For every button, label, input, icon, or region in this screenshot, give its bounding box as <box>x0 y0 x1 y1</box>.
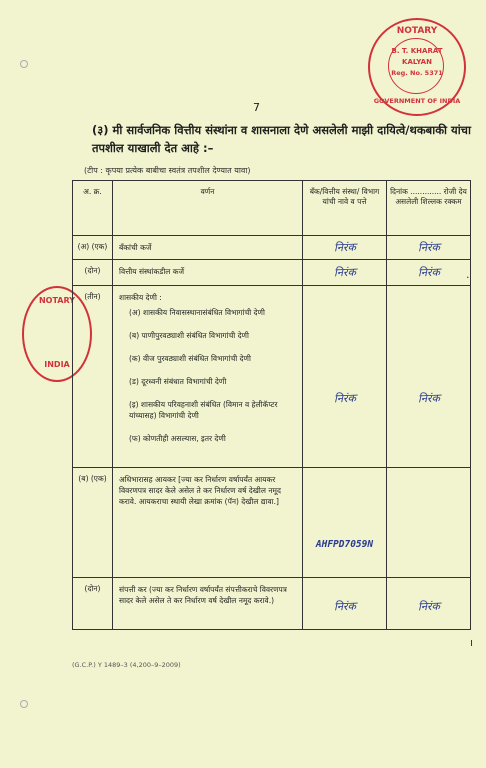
notary-stamp-main <box>368 18 466 116</box>
stamp-line: KALYAN <box>402 58 432 66</box>
row-amount-cell <box>387 578 471 630</box>
stamp-line: GOVERNMENT OF INDIA <box>373 97 461 105</box>
row-institution-cell <box>303 578 387 630</box>
row-institution-cell <box>303 236 387 260</box>
sub-item: (अ) शासकीय निवासस्थानासंबंधित विभागांची देणी <box>129 308 265 317</box>
row-sr: (दोन) <box>73 260 113 286</box>
liabilities-table <box>72 180 471 630</box>
sub-item: (इ) शासकीय परिवहनाशी संबंधित (विमान व हेलीकॅप्टर यांच्यासह) विभागांची देणी <box>129 400 278 420</box>
section-heading: (३) मी सार्वजनिक वित्तीय संस्थांना व शासनाला देणे असलेली माझी दायित्वे/थकबाकी यांचा तपशील याखाली देत आहे :– <box>92 123 471 155</box>
row-amount-cell <box>387 236 471 260</box>
punch-hole <box>20 60 28 68</box>
handwritten-entry: निरंक <box>333 265 356 280</box>
margin-mark: ı <box>470 636 474 649</box>
row-sr: (ब) (एक) <box>73 468 113 578</box>
stamp-line: NOTARY <box>38 296 76 305</box>
row-sr: (तीन) <box>73 286 113 468</box>
row-description: अधिभारासह आयकर [ज्या कर निर्धारण वर्षापर्यंत आयकर विवरणपत्र सादर केले असेल ते कर निर्धारण वर्ष देखील नमूद करावे. आयकराचा स्थायी लेखा क्रमांक (पॅन) देखील द्यावा.] <box>113 468 303 578</box>
column-header-description: वर्णन <box>113 181 303 236</box>
page-number: 7 <box>253 101 260 114</box>
stamp-line: NOTARY <box>396 26 438 36</box>
row-description: बँकांची कर्जे <box>113 236 303 260</box>
row-description: संपत्ती कर (ज्या कर निर्धारण वर्षापर्यंत संपत्तीकराचे विवरणपत्र सादर केले असेल ते कर निर्धारण वर्ष देखील नमूद करावे.) <box>113 578 303 630</box>
table-row <box>73 236 471 260</box>
handwritten-entry: निरंक <box>333 391 356 406</box>
table-row <box>73 286 471 468</box>
row-description-cell <box>113 286 303 468</box>
sub-item: (ब) पाणीपुरवठ्याशी संबंधित विभागांची देणी <box>129 331 249 340</box>
sub-item: (ड) दूरध्वनी संबंधात विभागांची देणी <box>129 377 227 386</box>
handwritten-entry: निरंक <box>333 240 356 255</box>
handwritten-entry: निरंक <box>417 599 440 614</box>
handwritten-entry: निरंक <box>333 599 356 614</box>
row-amount-cell <box>387 286 471 468</box>
stamp-line: INDIA <box>44 360 70 369</box>
row-sr: (अ) (एक) <box>73 236 113 260</box>
row-institution-cell <box>303 260 387 286</box>
pan-number-handwritten: AHFPD7059N <box>315 539 374 550</box>
print-footer: (G.C.P.) Y 1489–3 (4,200–9–2009) <box>72 661 181 669</box>
stamp-line: Reg. No. 5371 <box>391 69 443 77</box>
handwritten-entry: निरंक <box>417 391 440 406</box>
table-header-row <box>73 181 471 236</box>
row-description: वित्तीय संस्थांकडील कर्जे <box>113 260 303 286</box>
row-sr: (दोन) <box>73 578 113 630</box>
stamp-line: B. T. KHARAT <box>391 47 443 55</box>
column-header-sr: अ. क्र. <box>73 181 113 236</box>
table-row <box>73 578 471 630</box>
handwritten-entry: निरंक <box>417 240 440 255</box>
table-row <box>73 468 471 578</box>
sub-item: (क) वीज पुरवठ्याशी संबंधित विभागांची देणी <box>129 354 251 363</box>
sub-item: (फ) कोणतीही असल्यास, इतर देणी <box>129 434 226 443</box>
row-amount-cell <box>387 468 471 578</box>
handwritten-entry: निरंक <box>417 265 440 280</box>
column-header-amount: दिनांक ............. रोजी देय असलेली शिल्लक रक्कम <box>387 181 471 236</box>
row-institution-cell <box>303 286 387 468</box>
row-amount-cell <box>387 260 471 286</box>
punch-hole <box>20 700 28 708</box>
row-description: शासकीय देणी : <box>119 293 162 302</box>
column-header-institution: बँक/वित्तीय संस्था/ विभाग यांची नावे व पत्ते <box>303 181 387 236</box>
table-row <box>73 260 471 286</box>
instruction-note: (टीप : कृपया प्रत्येक बाबीचा स्वतंत्र तपशील देण्यात यावा) <box>84 166 251 175</box>
margin-mark: . <box>466 268 470 281</box>
row-institution-cell <box>303 468 387 578</box>
